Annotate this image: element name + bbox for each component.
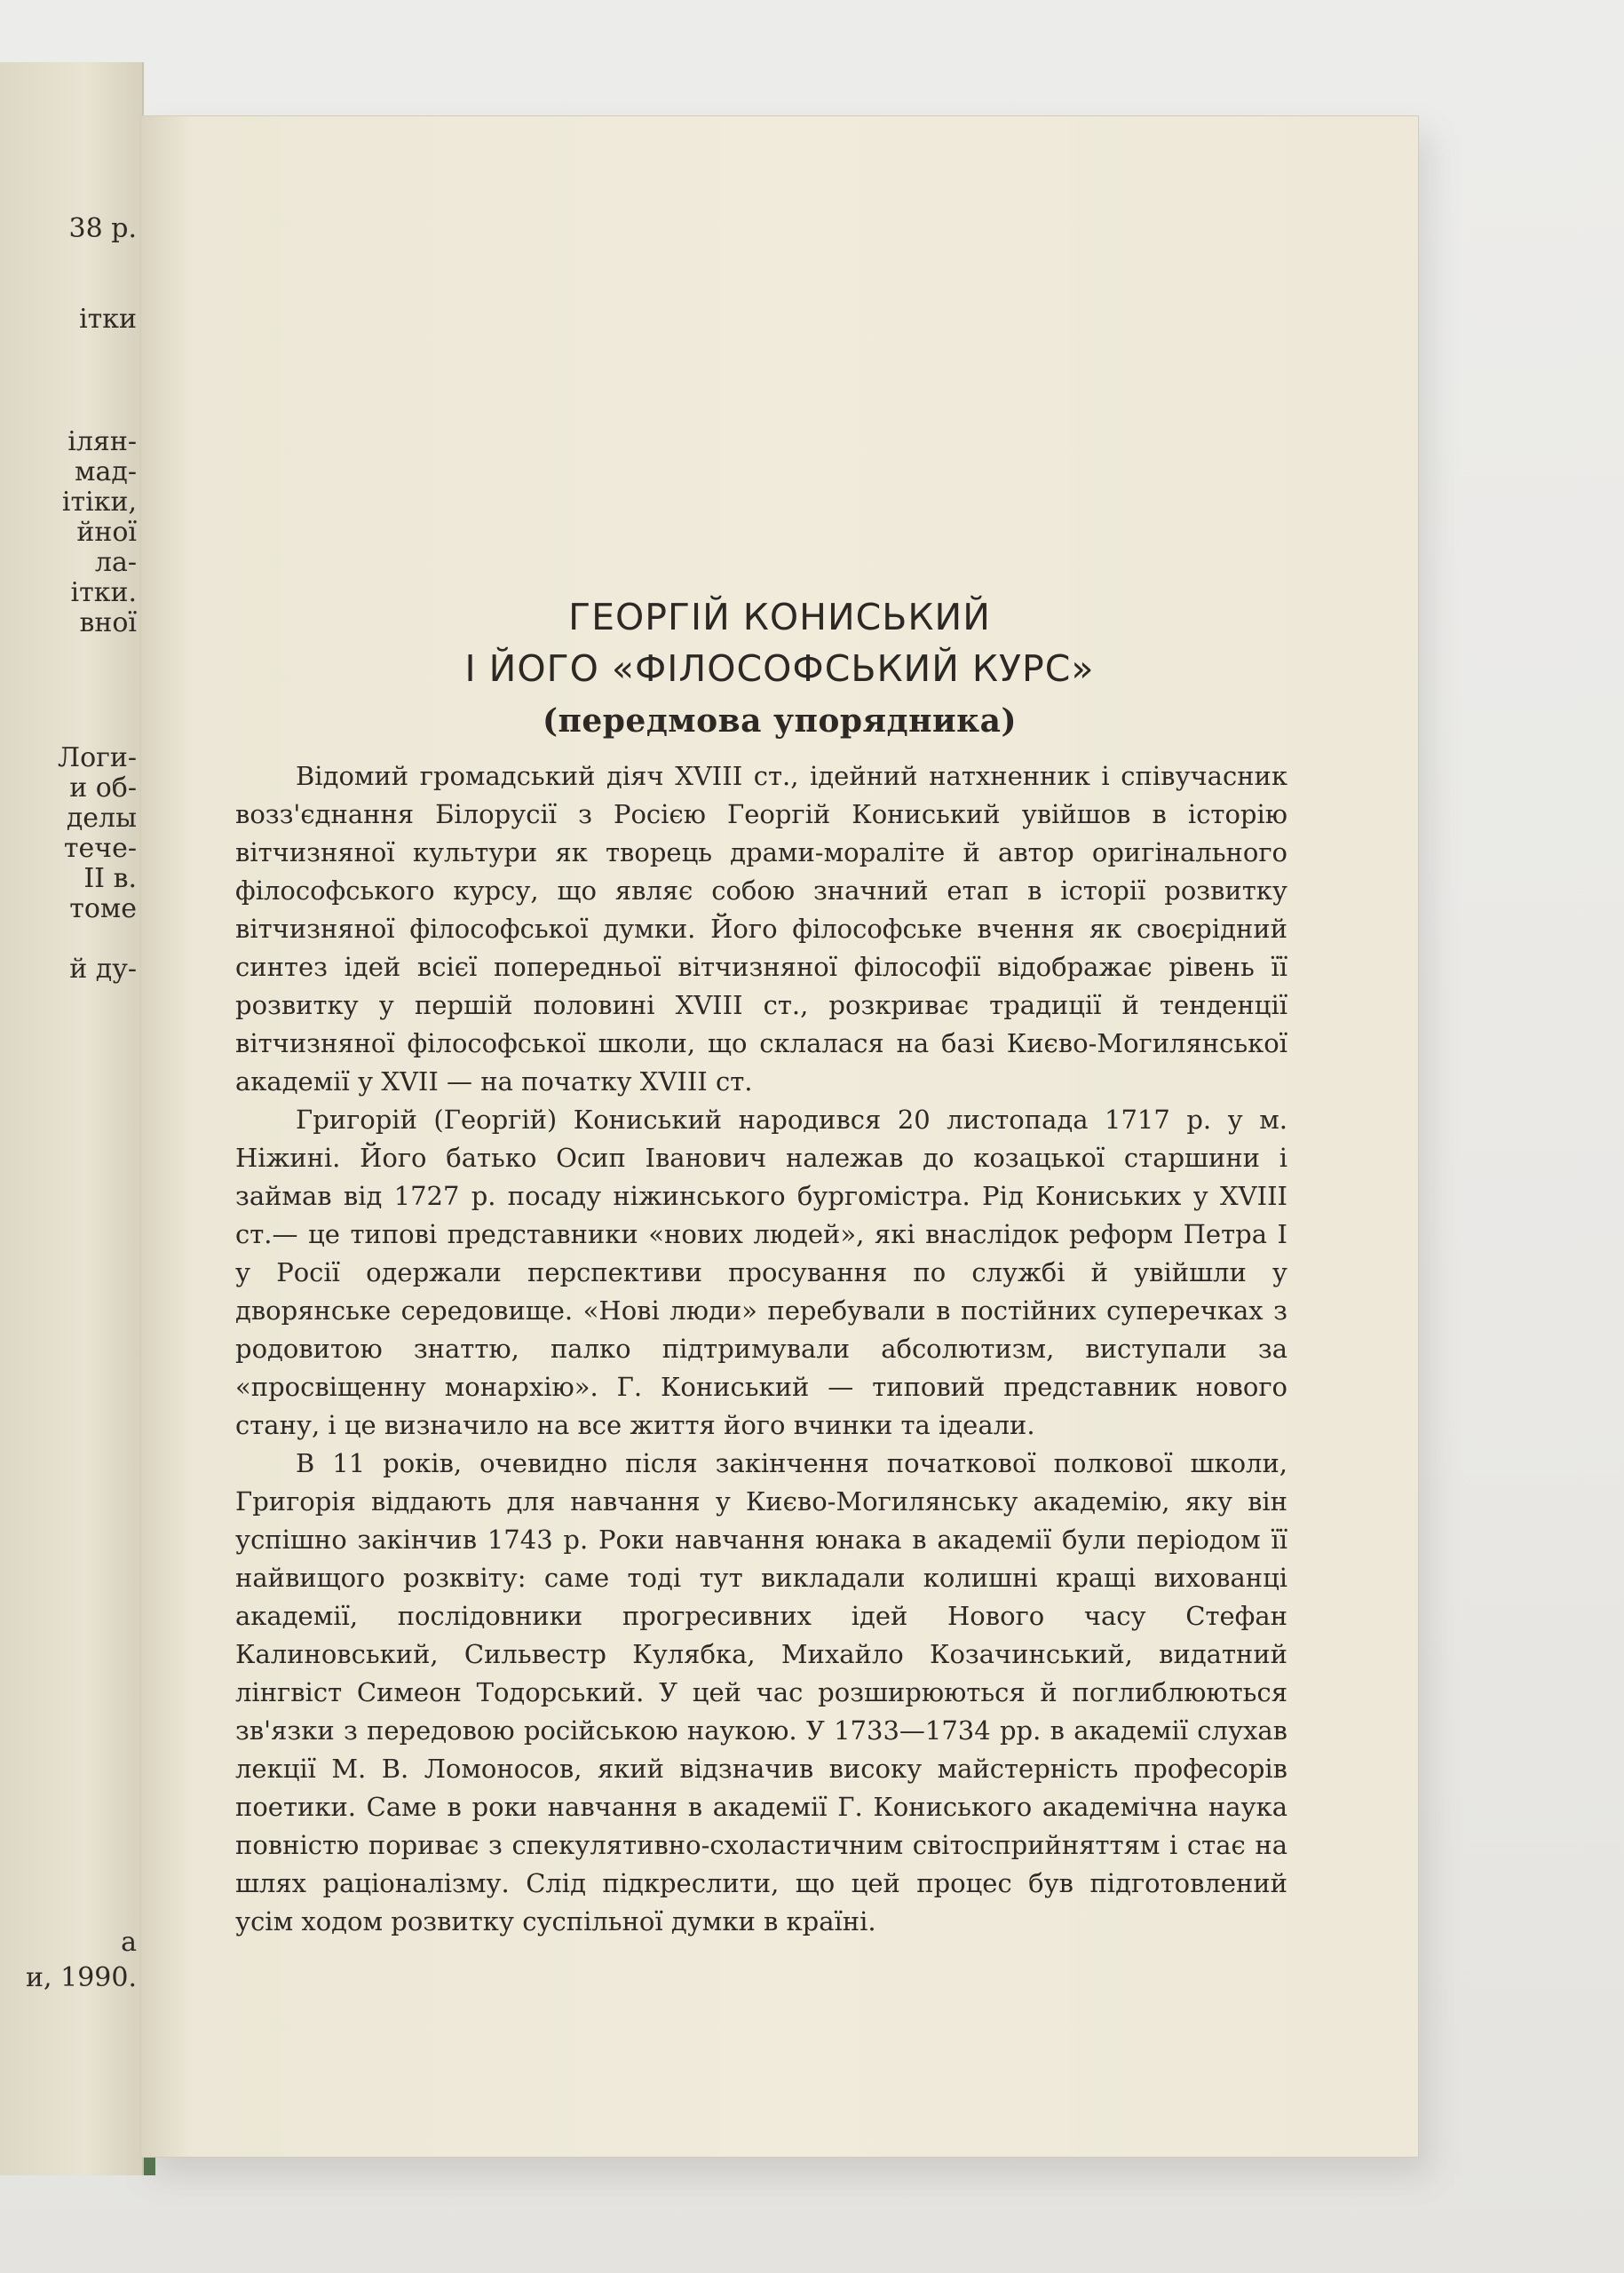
chapter-title-line-1: ГЕОРГІЙ КОНИСЬКИЙ (568, 596, 991, 638)
chapter-subtitle: (передмова упорядника) (542, 702, 1018, 740)
left-page-fragment: а (121, 1927, 137, 1958)
left-page-fragment: и об- (69, 772, 137, 804)
left-page-fragment: Логи- (58, 742, 137, 773)
paragraph: Відомий громадський діяч XVIII ст., ідейний натхненник і співучасник возз'єднання Білорусії з Росією Георгій Кониський увійшов в історію вітчизняної культури як творець драми-мораліте й автор оригінального філософського курсу, що являє собою значний етап в історії розвитку вітчизняної філософської думки. Його філософське вчення як своєрідний синтез ідей всієї попередньої вітчизняної філософії відображає рівень її розвитку у першій половині XVIII ст., розкриває традиції й тенденції вітчизняної філософської школи, що склалася на базі Києво-Могилянської академії у XVII — на початку XVIII ст. (235, 761, 1287, 1097)
body-text (235, 757, 1287, 1941)
left-page-fragment: ітки (79, 304, 137, 335)
left-page-fragment: вної (79, 607, 137, 638)
left-page-fragment: йної (76, 517, 137, 548)
paragraph: Григорій (Георгій) Кониський народився 20 листопада 1717 р. у м. Ніжині. Його батько Осип Іванович належав до козацької старшини і займав від 1727 р. посаду ніжинського бургоміcтра. Рід Кониських у XVIII ст.— це типові представники «нових людей», які внаслідок реформ Петра I у Росії одержали перспективи просування по службі й увійшли у дворянське середовище. «Нові люди» перебували в постійних суперечках з родовитою знаттю, палко підтримували абсолютизм, виступали за «просвіщенну монархію». Г. Кониський — типовий представник нового стану, і це визначило на все життя його вчинки та ідеали. (235, 1105, 1287, 1440)
left-page (0, 62, 144, 2175)
right-page (140, 115, 1419, 2158)
left-page-fragment: делы (66, 803, 137, 834)
left-page-fragment: тече- (63, 833, 137, 864)
left-page-fragment: томе (69, 893, 137, 924)
left-page-fragment: и, 1990. (26, 1962, 137, 1993)
left-page-fragment: ітіки, (61, 487, 137, 518)
left-page-fragment: ІІ в. (83, 863, 137, 894)
paragraph: В 11 років, очевидно після закінчення початкової полкової школи, Григорія віддають для навчання у Києво-Могилянську академію, яку він успішно закінчив 1743 р. Роки навчання юнака в академії були періодом її найвищого розквіту: саме тоді тут викладали колишні кращі вихованці академії, послідовники прогресивних ідей Нового часу Стефан Калиновський, Сильвестр Кулябка, Михайло Козачинський, видатний лінгвіст Симеон Тодорський. У цей час розширюються й поглиблюються зв'язки з передовою російською наукою. У 1733—1734 рр. в академії слухав лекції М. В. Ломоносов, який відзначив високу майстерність професорів поетики. Саме в роки навчання в академії Г. Кониського академічна наука повністю пориває з спекулятивно-схоластичним світосприйняттям і стає на шлях раціоналізму. Слід підкреслити, що цей процес був підготовлений усім ходом розвитку суспільної думки в країні. (235, 1448, 1287, 1936)
left-page-fragment: ітки. (70, 577, 137, 608)
left-page-fragment: й ду- (69, 954, 137, 985)
left-page-fragment: ла- (94, 547, 137, 578)
left-page-fragment: ілян- (67, 426, 137, 457)
left-page-fragment: 38 р. (68, 213, 137, 244)
chapter-title-line-2: І ЙОГО «ФІЛОСОФСЬКИЙ КУРС» (464, 647, 1095, 690)
left-page-fragment: мад- (75, 456, 137, 487)
